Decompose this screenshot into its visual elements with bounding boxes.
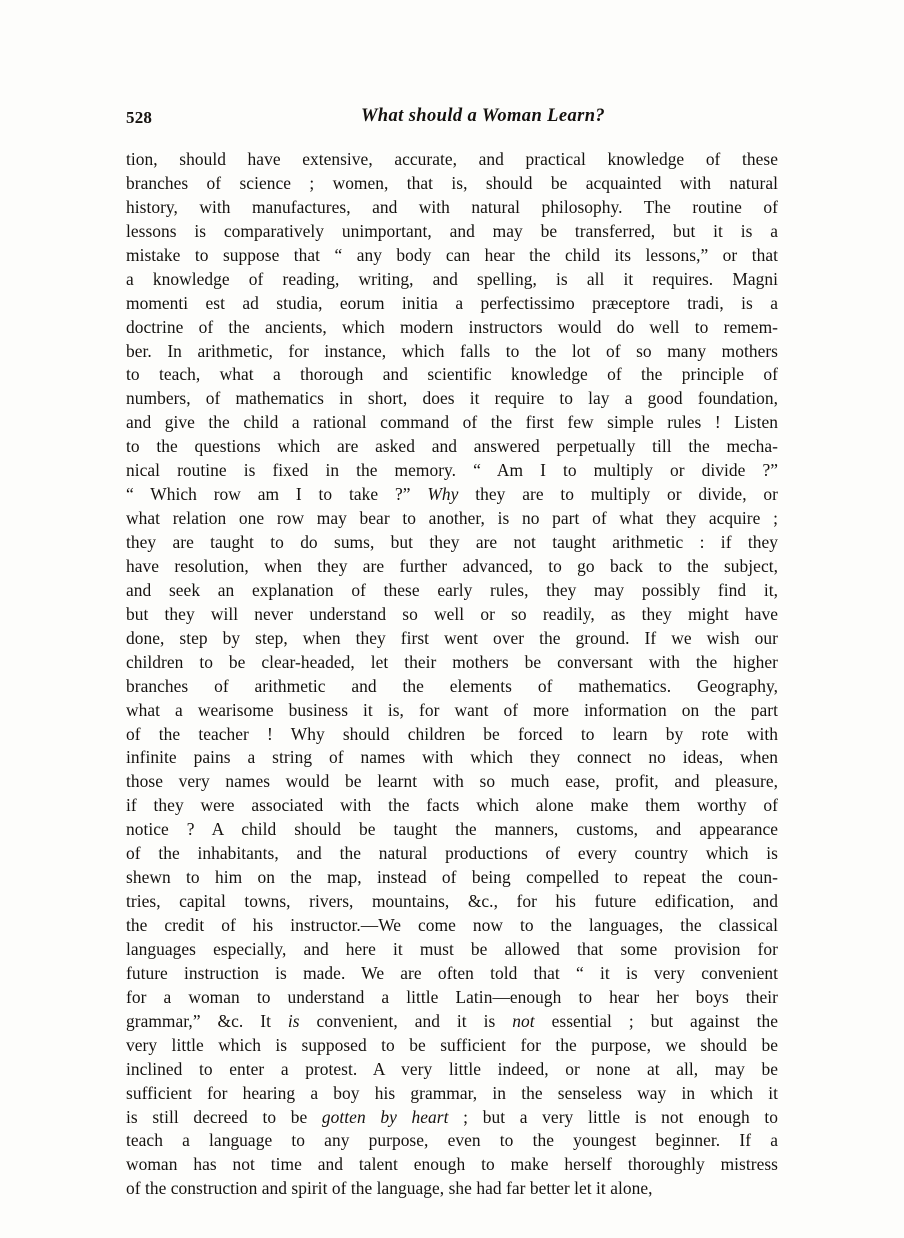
text-line [126, 746, 778, 770]
text-line-content: momenti est ad studia, eorum initia a perfectissimo præceptore tradi, is a [126, 292, 778, 313]
text-line [126, 818, 778, 842]
text-line [126, 196, 778, 220]
text-line-content: and seek an explanation of these early rules, they may possibly find it, [126, 579, 778, 600]
text-line [126, 411, 778, 435]
text-line-content: branches of science ; women, that is, should be acquainted with natural [126, 172, 778, 193]
text-line-content: the credit of his instructor.—We come now to the languages, the classical [126, 915, 778, 935]
text-line [126, 1082, 778, 1106]
text-line-content: shewn to him on the map, instead of being compelled to repeat the coun- [126, 867, 778, 888]
text-line-content: ber. In arithmetic, for instance, which falls to the lot of so many mothers [126, 340, 778, 361]
text-line [126, 1010, 778, 1034]
text-line [126, 842, 778, 866]
text-line-content: mistake to suppose that “ any body can hear the child its lessons,” or that [126, 244, 778, 265]
text-line-content: grammar,” &c. It is convenient, and it is not essential ; but against the [126, 1010, 778, 1031]
text-line [126, 387, 778, 411]
text-line-content: is still decreed to be gotten by heart ; but a very little is not enough to [126, 1106, 778, 1127]
text-line-content: tion, should have extensive, accurate, and practical knowledge of these [126, 149, 778, 169]
text-line [126, 1129, 778, 1153]
text-line-content: inclined to enter a protest. A very little indeed, or none at all, may be [126, 1058, 778, 1079]
text-line-content: those very names would be learnt with so much ease, profit, and pleasure, [126, 771, 778, 792]
text-line [126, 435, 778, 459]
text-line-content: a knowledge of reading, writing, and spelling, is all it requires. Magni [126, 268, 778, 289]
text-line [126, 1153, 778, 1177]
text-line [126, 316, 778, 340]
body-text-block [126, 148, 778, 1201]
text-line-content: of the teacher ! Why should children be forced to learn by rote with [126, 723, 778, 744]
text-line [126, 675, 778, 699]
text-line [126, 603, 778, 627]
text-line-content: numbers, of mathematics in short, does it require to lay a good foundation, [126, 388, 778, 409]
text-line [126, 148, 778, 172]
text-line-content: nical routine is fixed in the memory. “ Am I to multiply or divide ?” [126, 460, 778, 481]
text-line [126, 579, 778, 603]
text-line-content: of the inhabitants, and the natural productions of every country which is [126, 843, 778, 864]
text-line-content: but they will never understand so well or so readily, as they might have [126, 603, 778, 624]
running-title: What should a Woman Learn? [360, 106, 606, 126]
text-line-content: tries, capital towns, rivers, mountains, &c., for his future edification, and [126, 891, 778, 912]
text-line [126, 483, 778, 507]
text-line-content: woman has not time and talent enough to make herself thoroughly mistress [126, 1154, 778, 1175]
text-line [126, 866, 778, 890]
text-line [126, 1058, 778, 1082]
text-line [126, 555, 778, 579]
text-line [126, 1034, 778, 1058]
text-line-content: to the questions which are asked and answered perpetually till the mecha- [126, 436, 778, 457]
text-line [126, 531, 778, 555]
text-line [126, 292, 778, 316]
text-line-content: done, step by step, when they first went over the ground. If we wish our [126, 627, 778, 648]
text-line-content: what relation one row may bear to another, is no part of what they acquire ; [126, 508, 778, 529]
text-line-content: what a wearisome business it is, for want of more information on the part [126, 699, 778, 720]
text-line-content: doctrine of the ancients, which modern instructors would do well to remem- [126, 316, 778, 337]
text-line-content: infinite pains a string of names with which they connect no ideas, when [126, 747, 778, 768]
text-line-content: lessons is comparatively unimportant, and may be transferred, but it is a [126, 220, 778, 241]
text-line-content: they are taught to do sums, but they are not taught arithmetic : if they [126, 532, 778, 552]
text-line [126, 890, 778, 914]
text-line [126, 723, 778, 747]
running-head [126, 106, 778, 132]
text-line-content: teach a language to any purpose, even to the youngest beginner. If a [126, 1130, 778, 1151]
text-line [126, 699, 778, 723]
text-line [126, 459, 778, 483]
text-line-content: history, with manufactures, and with natural philosophy. The routine of [126, 196, 778, 217]
text-line-content: sufficient for hearing a boy his grammar, in the senseless way in which it [126, 1082, 778, 1103]
text-line [126, 914, 778, 938]
text-line [126, 770, 778, 794]
text-line [126, 1106, 778, 1130]
text-line [126, 244, 778, 268]
page-number: 528 [126, 108, 153, 127]
text-line [126, 962, 778, 986]
text-line [126, 794, 778, 818]
text-line [126, 220, 778, 244]
text-line-content: of the construction and spirit of the language, she had far better let it alone, [126, 1178, 653, 1199]
text-line-content: and give the child a rational command of the first few simple rules ! Listen [126, 412, 778, 433]
text-line-content: languages especially, and here it must be allowed that some provision for [126, 938, 778, 959]
text-line [126, 268, 778, 292]
text-line [126, 986, 778, 1010]
text-line-content: “ Which row am I to take ?” Why they are to multiply or divide, or [126, 484, 779, 505]
text-line-content: if they were associated with the facts which alone make them worthy of [126, 795, 778, 816]
text-line [126, 627, 778, 651]
text-line [126, 651, 778, 675]
text-line [126, 1177, 778, 1201]
text-line [126, 172, 778, 196]
text-line [126, 363, 778, 387]
text-line [126, 507, 778, 531]
text-line-content: branches of arithmetic and the elements of mathematics. Geography, [126, 675, 778, 696]
text-line-content: have resolution, when they are further advanced, to go back to the subject, [126, 555, 778, 576]
text-line-content: to teach, what a thorough and scientific knowledge of the principle of [126, 364, 778, 385]
text-line-content: notice ? A child should be taught the manners, customs, and appearance [126, 819, 778, 840]
text-line [126, 340, 778, 364]
text-line-content: future instruction is made. We are often told that “ it is very convenient [126, 962, 778, 983]
text-line-content: very little which is supposed to be sufficient for the purpose, we should be [126, 1034, 778, 1055]
text-line [126, 938, 778, 962]
text-line-content: children to be clear-headed, let their mothers be conversant with the higher [126, 651, 778, 672]
text-line-content: for a woman to understand a little Latin—enough to hear her boys their [126, 986, 778, 1007]
